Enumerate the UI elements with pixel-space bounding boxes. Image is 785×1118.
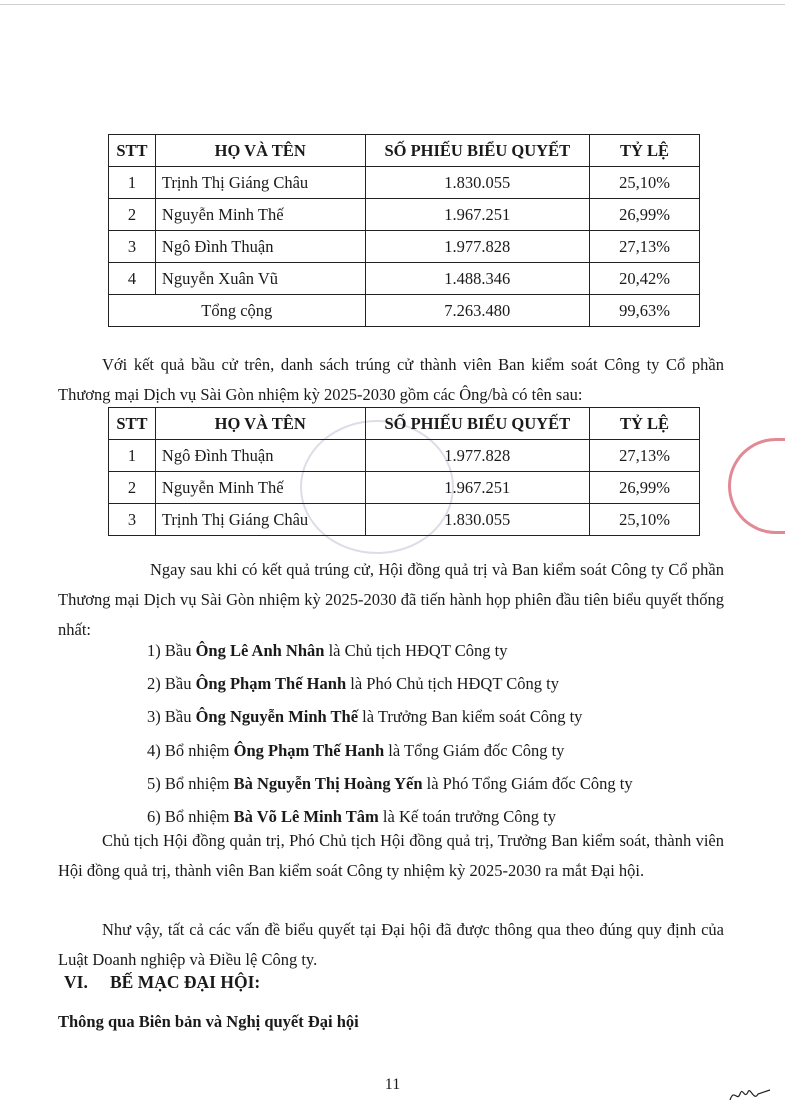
cell-rate: 20,42% [590, 263, 700, 295]
table-row [109, 231, 700, 263]
item-number: 1) [147, 641, 161, 660]
list-item [147, 669, 727, 699]
red-seal-edge [728, 438, 785, 534]
item-verb: Bầu [164, 641, 192, 660]
decision-list [147, 636, 727, 835]
table-header-row [109, 408, 700, 440]
table-row [109, 263, 700, 295]
debut-text: Chủ tịch Hội đồng quản trị, Phó Chủ tịch Hội đồng quả trị, Trưởng Ban kiểm soát, thành viên Hội đồng quả trị, thành viên Ban kiểm soát Công ty nhiệm kỳ 2025-2030 ra mắt Đại hội. [58, 831, 724, 880]
table-header-row [109, 135, 700, 167]
item-person: Ông Phạm Thế Hanh [195, 674, 347, 694]
section-title: BẾ MẠC ĐẠI HỘI: [110, 972, 261, 992]
page-number: 11 [384, 1076, 401, 1093]
item-person: Ông Nguyễn Minh Thế [195, 707, 359, 727]
cell-rate: 26,99% [590, 199, 700, 231]
list-item [147, 736, 727, 766]
elected-intro-text: Với kết quả bầu cử trên, danh sách trúng cử thành viên Ban kiểm soát Công ty Cổ phần Thương mại Dịch vụ Sài Gòn nhiệm kỳ 2025-2030 gồm các Ông/bà có tên sau: [58, 355, 724, 404]
elected-intro-paragraph [58, 350, 724, 410]
cell-name: Ngô Đình Thuận [155, 231, 365, 263]
header-name: HỌ VÀ TÊN [155, 135, 365, 167]
table-row [109, 504, 700, 536]
item-verb: Bổ nhiệm [164, 806, 230, 826]
list-item [147, 702, 727, 732]
cell-rate: 26,99% [590, 472, 700, 504]
item-person: Bà Nguyễn Thị Hoàng Yến [233, 773, 423, 793]
cell-votes: 1.967.251 [365, 472, 590, 504]
item-number: 4) [147, 740, 161, 760]
first-meeting-text: Ngay sau khi có kết quả trúng cử, Hội đồng quả trị và Ban kiểm soát Công ty Cổ phần Thương mại Dịch vụ Sài Gòn nhiệm kỳ 2025-2030 đã tiến hành họp phiên đầu tiên biểu quyết thống nhất: [58, 560, 724, 639]
cell-stt: 2 [109, 472, 156, 504]
item-verb: Bầu [164, 674, 192, 694]
item-role: là Phó Tổng Giám đốc Công ty [426, 773, 633, 793]
cell-name: Ngô Đình Thuận [155, 440, 365, 472]
cell-name: Trịnh Thị Giáng Châu [155, 167, 365, 199]
elected-members-table [108, 407, 700, 536]
item-number: 6) [147, 806, 161, 826]
cell-votes: 1.977.828 [365, 440, 590, 472]
cell-stt: 1 [109, 440, 156, 472]
conclusion-paragraph [58, 915, 724, 975]
item-person: Ông Phạm Thế Hanh [233, 740, 385, 760]
table-row [109, 199, 700, 231]
item-number: 3) [147, 707, 161, 727]
item-person: Bà Võ Lê Minh Tâm [233, 806, 379, 826]
cell-name: Nguyễn Minh Thế [155, 472, 365, 504]
list-item [147, 769, 727, 799]
cell-votes: 1.977.828 [365, 231, 590, 263]
cell-rate: 25,10% [590, 504, 700, 536]
item-person: Ông Lê Anh Nhân [195, 641, 325, 660]
page-top-border [0, 4, 785, 5]
cell-votes: 1.488.346 [365, 263, 590, 295]
header-votes: SỐ PHIẾU BIỂU QUYẾT [365, 135, 590, 167]
total-rate: 99,63% [590, 295, 700, 327]
header-rate: TỶ LỆ [590, 408, 700, 440]
item-role: là Chủ tịch HĐQT Công ty [328, 641, 508, 660]
cell-name: Trịnh Thị Giáng Châu [155, 504, 365, 536]
cell-rate: 27,13% [590, 231, 700, 263]
cell-rate: 25,10% [590, 167, 700, 199]
header-name: HỌ VÀ TÊN [155, 408, 365, 440]
cell-stt: 2 [109, 199, 156, 231]
cell-votes: 1.830.055 [365, 167, 590, 199]
item-number: 5) [147, 773, 161, 793]
cell-stt: 1 [109, 167, 156, 199]
section-number: VI. [64, 972, 88, 992]
item-verb: Bổ nhiệm [164, 773, 230, 793]
signature-icon [728, 1080, 772, 1106]
list-item [147, 636, 727, 666]
debut-paragraph [58, 826, 724, 886]
table-total-row [109, 295, 700, 327]
table-row [109, 472, 700, 504]
cell-name: Nguyễn Minh Thế [155, 199, 365, 231]
item-role: là Tổng Giám đốc Công ty [388, 740, 565, 760]
header-rate: TỶ LỆ [590, 135, 700, 167]
item-verb: Bổ nhiệm [164, 740, 230, 760]
item-verb: Bầu [164, 707, 192, 727]
cell-stt: 4 [109, 263, 156, 295]
conclusion-text: Như vậy, tất cả các vấn đề biểu quyết tại Đại hội đã được thông qua theo đúng quy định của Luật Doanh nghiệp và Điều lệ Công ty. [58, 920, 724, 969]
header-votes: SỐ PHIẾU BIỂU QUYẾT [365, 408, 590, 440]
cell-stt: 3 [109, 504, 156, 536]
item-number: 2) [147, 674, 161, 694]
vote-results-table [108, 134, 700, 327]
first-meeting-paragraph [58, 555, 724, 645]
item-role: là Trưởng Ban kiểm soát Công ty [362, 707, 583, 727]
table-row [109, 440, 700, 472]
cell-name: Nguyễn Xuân Vũ [155, 263, 365, 295]
item-role: là Phó Chủ tịch HĐQT Công ty [350, 674, 559, 694]
section-heading [64, 972, 260, 993]
header-stt: STT [109, 408, 156, 440]
cell-rate: 27,13% [590, 440, 700, 472]
cell-votes: 1.830.055 [365, 504, 590, 536]
total-label: Tổng cộng [109, 295, 366, 327]
cell-stt: 3 [109, 231, 156, 263]
subheading: Thông qua Biên bản và Nghị quyết Đại hội [58, 1012, 359, 1031]
item-role: là Kế toán trưởng Công ty [382, 806, 556, 826]
table-row [109, 167, 700, 199]
total-votes: 7.263.480 [365, 295, 590, 327]
header-stt: STT [109, 135, 156, 167]
cell-votes: 1.967.251 [365, 199, 590, 231]
